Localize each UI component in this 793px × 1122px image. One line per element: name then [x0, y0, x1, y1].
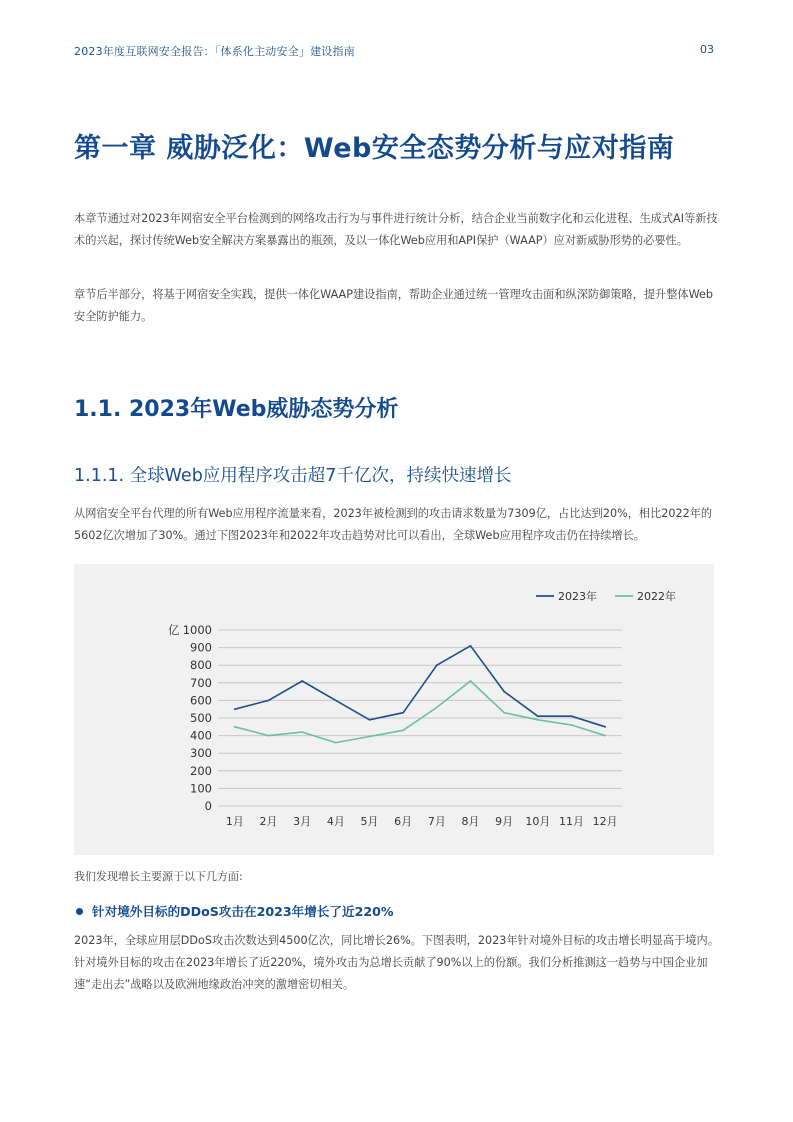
bullet-text: 针对境外目标的DDoS攻击在2023年增长了近220%: [92, 904, 394, 919]
x-tick-label: 12月: [592, 815, 618, 828]
x-tick-label: 3月: [293, 815, 312, 828]
line-chart-svg: [74, 564, 714, 855]
data-point: [436, 707, 438, 709]
data-point: [335, 742, 337, 744]
intro-paragraph-2: 章节后半部分，将基于网宿安全实践，提供一体化WAAP建设指南，帮助企业通过统一管理攻击面和纵深防御策略，提升整体Web安全防护能力。: [74, 288, 713, 323]
y-tick-label: 300: [190, 746, 212, 761]
y-axis-unit-label: 亿: [168, 623, 180, 637]
data-point: [436, 664, 438, 666]
report-title: 2023年度互联网安全报告：「体系化主动安全」建设指南: [74, 45, 355, 58]
x-tick-label: 6月: [394, 815, 413, 828]
data-point: [268, 700, 270, 702]
page-number: 03: [700, 43, 714, 56]
y-tick-label: 0: [204, 799, 212, 813]
section-heading: 1.1. 2023年Web威胁态势分析: [74, 397, 399, 422]
data-point: [503, 691, 505, 693]
x-tick-label: 2月: [259, 815, 278, 828]
y-tick-label: 200: [190, 763, 212, 778]
x-tick-label: 1月: [225, 815, 244, 828]
data-point: [301, 680, 303, 682]
data-point: [537, 715, 539, 717]
legend-label: 2022年: [637, 590, 676, 603]
data-point: [268, 735, 270, 737]
y-tick-label: 700: [190, 675, 212, 690]
data-point: [571, 715, 573, 717]
data-point: [470, 645, 472, 647]
data-point: [503, 712, 505, 714]
x-tick-label: 5月: [360, 815, 379, 828]
series-line: [235, 646, 605, 727]
data-point: [234, 708, 236, 710]
data-point: [537, 719, 539, 721]
growth-intro-paragraph: 我们发现增长主要源于以下几方面:: [74, 870, 243, 883]
data-point: [335, 700, 337, 702]
x-tick-label: 11月: [559, 815, 584, 828]
page-header: [74, 43, 724, 61]
y-tick-label: 100: [190, 781, 212, 796]
ddos-paragraph: 2023年，全球应用层DDoS攻击次数达到4500亿次，同比增长26%。下图表明，2023年针对境外目标的攻击增长明显高于境内。针对境外目标的攻击在2023年增长了近220%，境外攻击为总增长贡献了90%以上的份额。我们分析推测这一趋势与中国企业加速“走出去”战略以及欧洲地缘政治冲突的激增密切相关。: [74, 934, 719, 991]
x-tick-label: 4月: [326, 815, 345, 828]
bullet-heading: [76, 901, 394, 920]
data-point: [402, 729, 404, 731]
data-point: [470, 680, 472, 682]
y-tick-label: 500: [190, 711, 212, 725]
data-point: [369, 719, 371, 721]
y-tick-label: 600: [190, 693, 212, 708]
section-paragraph: 从网宿安全平台代理的所有Web应用程序流量来看，2023年被检测到的攻击请求数量为7309亿，占比达到20%，相比2022年的 5602亿次增加了30%。通过下图2023年和2022年攻击趋势对比可以看出，全球Web应用程序攻击仍在持续增长。: [74, 507, 713, 542]
y-tick-label: 1000: [182, 623, 212, 637]
data-point: [234, 726, 236, 728]
x-tick-label: 8月: [461, 815, 480, 828]
y-tick-label: 900: [190, 640, 212, 655]
y-tick-label: 800: [190, 658, 212, 673]
x-tick-label: 9月: [495, 815, 514, 828]
subsection-heading: 1.1.1. 全球Web应用程序攻击超7千亿次，持续快速增长: [74, 466, 512, 486]
data-point: [604, 726, 606, 728]
x-tick-label: 7月: [427, 815, 446, 828]
data-point: [369, 736, 371, 738]
x-tick-label: 10月: [525, 815, 551, 828]
intro-paragraph-1: 本章节通过对2023年网宿安全平台检测到的网络攻击行为与事件进行统计分析，结合企业当前数字化和云化进程、生成式AI等新技术的兴起，探讨传统Web安全解决方案暴露出的瓶颈，及以一体化Web应用和API保护（WAAP）应对新威胁形势的必要性。: [74, 212, 718, 247]
data-point: [604, 735, 606, 737]
data-point: [301, 731, 303, 733]
chapter-title: 第一章 威胁泛化：Web安全态势分析与应对指南: [74, 133, 675, 164]
bullet-dot-icon: [76, 908, 83, 915]
data-point: [571, 724, 573, 726]
y-tick-label: 400: [190, 728, 212, 743]
attack-trend-chart: [74, 564, 714, 855]
data-point: [402, 712, 404, 714]
legend-label: 2023年: [558, 590, 597, 603]
